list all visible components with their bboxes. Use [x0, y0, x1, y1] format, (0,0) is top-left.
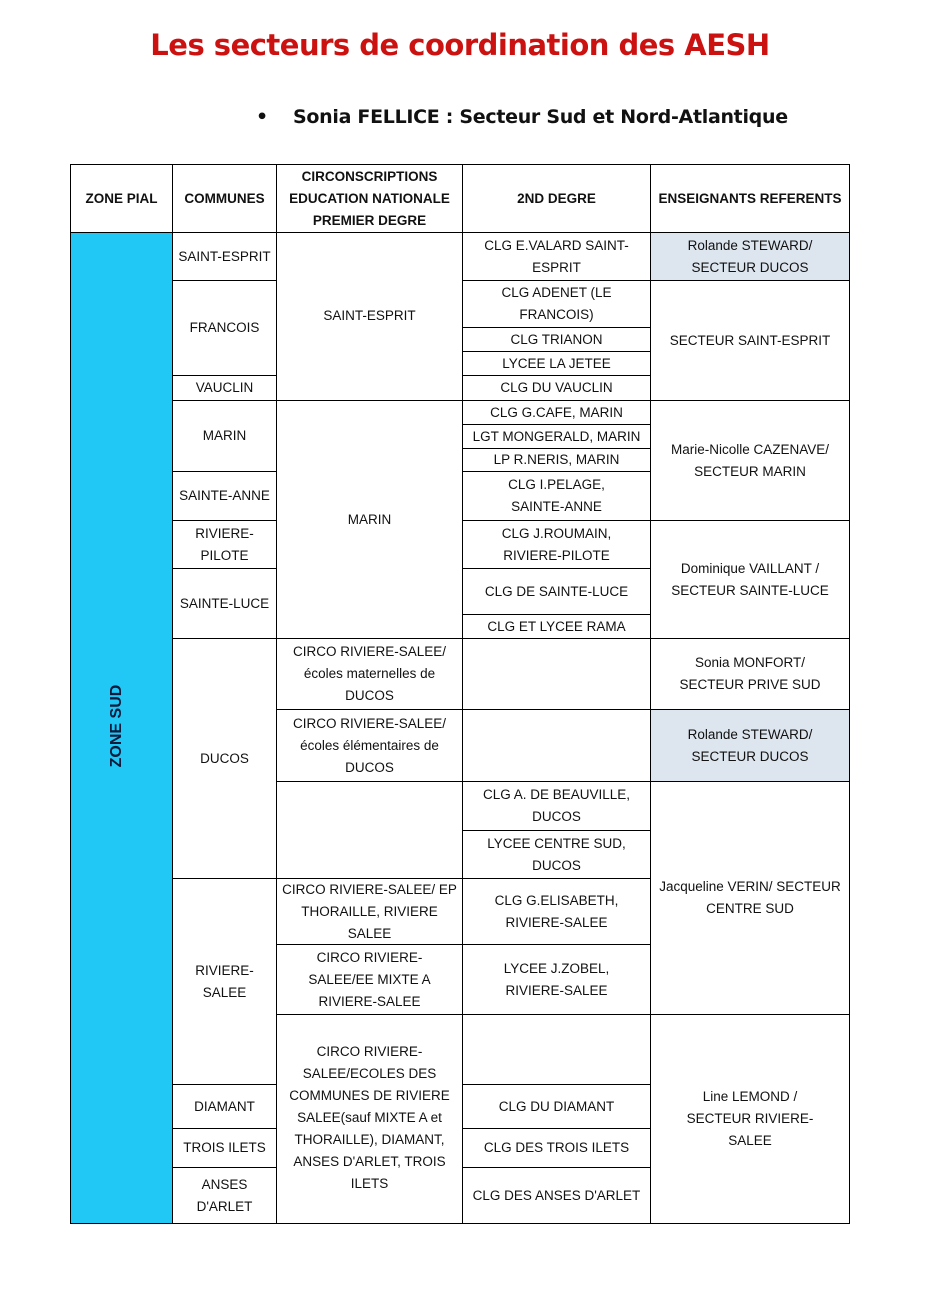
school-cell: CLG J.ROUMAIN, RIVIERE-PILOTE [462, 520, 651, 569]
school-cell: CLG DU DIAMANT [462, 1084, 651, 1129]
commune-cell: SAINTE-LUCE [172, 568, 277, 639]
referent-cell: Sonia MONFORT/ SECTEUR PRIVE SUD [650, 638, 850, 710]
referent-cell: SECTEUR SAINT-ESPRIT [650, 280, 850, 401]
commune-cell: ANSES D'ARLET [172, 1167, 277, 1224]
header-2nd-degre: 2ND DEGRE [462, 164, 651, 233]
school-cell: LGT MONGERALD, MARIN [462, 424, 651, 449]
school-cell: CLG TRIANON [462, 327, 651, 352]
circ-cell [276, 781, 463, 879]
commune-cell: TROIS ILETS [172, 1128, 277, 1168]
commune-cell: SAINT-ESPRIT [172, 232, 277, 281]
school-cell: CLG DES TROIS ILETS [462, 1128, 651, 1168]
commune-cell: RIVIERE-SALEE [172, 878, 277, 1085]
commune-cell: FRANCOIS [172, 280, 277, 376]
subtitle-text: Sonia FELLICE : Secteur Sud et Nord-Atlantique [293, 106, 788, 128]
subtitle [256, 106, 788, 128]
school-cell [462, 638, 651, 710]
school-cell [462, 1014, 651, 1085]
circ-cell: MARIN [276, 400, 463, 639]
commune-cell: SAINTE-ANNE [172, 471, 277, 521]
circ-cell: CIRCO RIVIERE-SALEE/ écoles élémentaires de DUCOS [276, 709, 463, 782]
school-cell: LYCEE LA JETEE [462, 351, 651, 376]
circ-cell: CIRCO RIVIERE-SALEE/ écoles maternelles de DUCOS [276, 638, 463, 710]
school-cell: CLG G.CAFE, MARIN [462, 400, 651, 425]
header-zone-pial: ZONE PIAL [70, 164, 173, 233]
school-cell: LP R.NERIS, MARIN [462, 448, 651, 472]
school-cell: CLG A. DE BEAUVILLE, DUCOS [462, 781, 651, 831]
referent-cell: Jacqueline VERIN/ SECTEUR CENTRE SUD [650, 781, 850, 1015]
commune-cell: DUCOS [172, 638, 277, 879]
bullet-icon: • [256, 106, 268, 128]
referent-cell: Rolande STEWARD/ SECTEUR DUCOS [650, 709, 850, 782]
commune-cell: VAUCLIN [172, 375, 277, 401]
school-cell: CLG G.ELISABETH, RIVIERE-SALEE [462, 878, 651, 945]
circ-cell: SAINT-ESPRIT [276, 232, 463, 401]
referent-cell: Marie-Nicolle CAZENAVE/ SECTEUR MARIN [650, 400, 850, 521]
school-cell: CLG DU VAUCLIN [462, 375, 651, 401]
header-enseignants-referents: ENSEIGNANTS REFERENTS [650, 164, 850, 233]
header-circonscriptions: CIRCONSCRIPTIONS EDUCATION NATIONALE PREMIER DEGRE [276, 164, 463, 233]
circ-cell: CIRCO RIVIERE-SALEE/EE MIXTE A RIVIERE-SALEE [276, 944, 463, 1015]
zone-label: ZONE SUD [108, 684, 125, 768]
commune-cell: DIAMANT [172, 1084, 277, 1129]
header-communes: COMMUNES [172, 164, 277, 233]
referent-cell: Dominique VAILLANT / SECTEUR SAINTE-LUCE [650, 520, 850, 639]
school-cell [462, 709, 651, 782]
school-cell: CLG ET LYCEE RAMA [462, 614, 651, 639]
circ-cell: CIRCO RIVIERE-SALEE/ECOLES DES COMMUNES DE RIVIERE SALEE(sauf MIXTE A et THORAILLE), DIAMANT, ANSES D'ARLET, TROIS ILETS [276, 1014, 463, 1224]
school-cell: LYCEE J.ZOBEL, RIVIERE-SALEE [462, 944, 651, 1015]
page-title: Les secteurs de coordination des AESH [150, 28, 770, 62]
school-cell: CLG ADENET (LE FRANCOIS) [462, 280, 651, 328]
referent-cell: Rolande STEWARD/ SECTEUR DUCOS [650, 232, 850, 281]
school-cell: LYCEE CENTRE SUD, DUCOS [462, 830, 651, 879]
commune-cell: RIVIERE-PILOTE [172, 520, 277, 569]
school-cell: CLG I.PELAGE, SAINTE-ANNE [462, 471, 651, 521]
referent-cell: Line LEMOND / SECTEUR RIVIERE-SALEE [650, 1014, 850, 1224]
school-cell: CLG E.VALARD SAINT-ESPRIT [462, 232, 651, 281]
school-cell: CLG DE SAINTE-LUCE [462, 568, 651, 615]
circ-cell: CIRCO RIVIERE-SALEE/ EP THORAILLE, RIVIERE SALEE [276, 878, 463, 945]
school-cell: CLG DES ANSES D'ARLET [462, 1167, 651, 1224]
commune-cell: MARIN [172, 400, 277, 472]
